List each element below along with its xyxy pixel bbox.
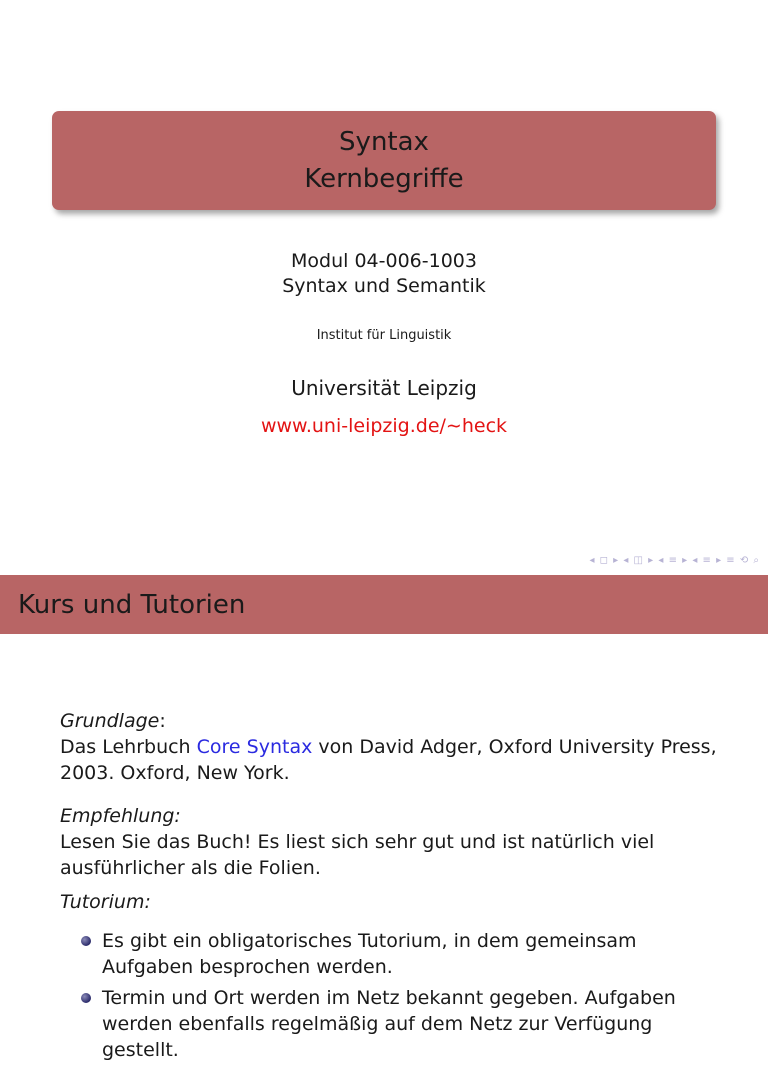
institute: Institut für Linguistik [316, 328, 452, 343]
list-item [80, 985, 730, 1063]
list-item-text: Es gibt ein obligatorisches Tutorium, in dem gemeinsam Aufgaben besprochen werden. [102, 930, 637, 978]
slide-subtitle: Kernbegriffe [304, 163, 464, 194]
bullet-icon [81, 993, 91, 1003]
course-name: Syntax und Semantik [282, 275, 486, 297]
module-number: Modul 04-006-1003 [291, 250, 477, 272]
content-slide [0, 575, 768, 1061]
core-syntax-link[interactable]: Core Syntax [196, 736, 313, 758]
bullet-icon [81, 936, 91, 946]
list-item [80, 928, 730, 980]
empfehlung-block [60, 803, 720, 881]
homepage-link[interactable]: www.uni-leipzig.de/∼heck [260, 415, 508, 437]
beamer-navigation[interactable]: ◂ ◻ ▸ ◂ ◫ ▸ ◂ ≡ ▸ ◂ ≡ ▸ ≡ ⟲ ⌕ [589, 555, 760, 566]
module-info [0, 249, 768, 299]
empfehlung-label: Empfehlung: [60, 805, 181, 827]
grundlage-text-after: von David Adger, Oxford University Press, 2003. Oxford, New York. [60, 736, 717, 784]
empfehlung-text: Lesen Sie das Buch! Es liest sich sehr gut und ist natürlich viel ausführlicher als die Folien. [60, 831, 655, 879]
title-box [52, 111, 716, 210]
frame-title-text: Kurs und Tutorien [18, 589, 246, 620]
list-item-text: Termin und Ort werden im Netz bekannt gegeben. Aufgaben werden ebenfalls regelmäßig auf dem Netz zur Verfügung gestellt. [102, 987, 676, 1061]
frame-title [0, 575, 768, 634]
tutorium-block [60, 889, 720, 915]
grundlage-label: Grundlage [60, 710, 160, 732]
grundlage-text-before: Das Lehrbuch [60, 736, 197, 758]
grundlage-block [60, 708, 720, 786]
grundlage-colon: : [159, 710, 166, 732]
university: Universität Leipzig [291, 376, 477, 400]
tutorium-label: Tutorium: [60, 891, 151, 913]
slide-title: Syntax [339, 126, 429, 157]
tutorium-list [80, 928, 730, 1068]
